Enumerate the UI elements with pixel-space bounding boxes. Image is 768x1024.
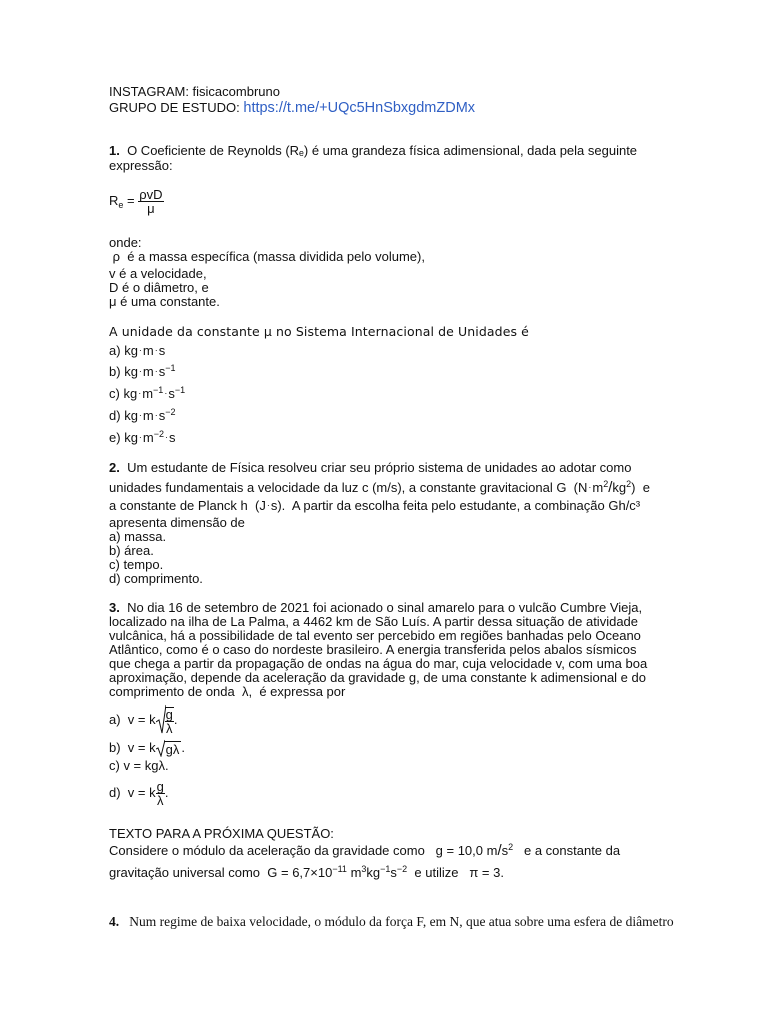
unit-symbol: kg [124, 408, 138, 423]
q3-line3: vulcânica, há a possibilidade de tal evento ser percebido em regiões banhadas pelo Oceano [109, 628, 641, 643]
unit-symbol: s [158, 408, 166, 423]
multiply-dot: · [138, 410, 142, 420]
q2-text-1: Um estudante de Física resolveu criar seu próprio sistema de unidades ao adotar como [127, 460, 632, 475]
q2-line2: unidades fundamentais a velocidade da luz c (m/s), a constante gravitacional G $(N\cdot m^2/kg^2)$ e [109, 479, 650, 496]
rho-definition: é a massa específica (massa dividida pelo volume), [127, 249, 425, 264]
q3-option-a [109, 706, 177, 735]
q2-text-2: unidades fundamentais a velocidade da luz c (m/s), a constante gravitacional G [109, 480, 567, 495]
q4-number: 4. [109, 914, 120, 929]
q3-opt-a-num: g [165, 706, 173, 722]
q3-number: 3. [109, 600, 120, 615]
mu-definition: é uma constante. [120, 294, 220, 309]
lambda-symbol: λ, [241, 684, 253, 699]
q3-option-d [109, 780, 168, 807]
texto-G-kg: kg [366, 865, 381, 880]
multiply-dot: · [138, 345, 142, 355]
formula-denominator: μ [138, 201, 163, 215]
formula-sub: e [118, 199, 124, 210]
q3-text-7b: é expressa por [259, 684, 346, 699]
q3-opt-b-pre: v = k [127, 740, 156, 755]
texto-g-unit-s: s [501, 843, 509, 858]
texto-G-m: m [350, 865, 362, 880]
unit-symbol: kg [123, 386, 138, 401]
q1-text-1: O Coeficiente de Reynolds (Rₑ) é uma grandeza física adimensional, dada pela seguinte [127, 143, 638, 158]
texto-G-exp: −11 [332, 864, 347, 874]
q3-line6: aproximação, depende da aceleração da gravidade g, de uma constante k adimensional e do [109, 670, 646, 685]
q1-number: 1. [109, 143, 120, 158]
texto-G-s-exp: −2 [396, 864, 408, 874]
texto-line1: Considere o módulo da aceleração da gravidade como g = 10,0 $m/s^2$ e a constante da [109, 842, 621, 859]
texto-G-s: s [390, 865, 397, 880]
q2-unit-s: s). [270, 498, 286, 513]
instagram-line: INSTAGRAM: fisicacombruno [109, 84, 280, 99]
q1-option [109, 406, 176, 425]
q2-option-c: c) tempo. [109, 557, 164, 572]
unit-symbol: s [168, 386, 175, 401]
q1-onde: onde: [109, 235, 142, 250]
rho-symbol: ρ [112, 249, 121, 264]
texto-G-kg-exp: −1 [380, 864, 391, 874]
q3-line2: localizado na ilha de La Palma, a 4462 km de São Luís. A partir dessa situação de atividade [109, 614, 639, 629]
q3-text-1: No dia 16 de setembro de 2021 foi acionado o sinal amarelo para o vulcão Cumbre Vieja, [127, 600, 643, 615]
texto-G-value: G = 6,7×10 [267, 865, 333, 880]
q2-option-d: d) comprimento. [109, 571, 203, 586]
multiply-dot: · [154, 345, 158, 355]
q1-option [109, 428, 176, 447]
multiply-dot: · [164, 388, 168, 398]
q2-unit-m-exp: 2 [603, 479, 609, 489]
q1-option-label: d) [109, 408, 121, 423]
mu-symbol: μ [109, 294, 117, 309]
q3-line5: que chega a partir da propagação de ondas na água do mar, cuja velocidade v, com uma boa [109, 656, 648, 671]
formula-equals: = [127, 192, 135, 208]
unit-symbol: m [142, 364, 154, 379]
q2-line1 [109, 460, 631, 475]
texto-g-value: g = 10,0 m [435, 843, 498, 858]
study-group-label: GRUPO DE ESTUDO: [109, 100, 240, 115]
multiply-dot: · [154, 410, 158, 420]
q3-opt-b-label: b) [109, 740, 121, 755]
q3-opt-d-pre: v = k [127, 785, 156, 800]
q2-number: 2. [109, 460, 120, 475]
q3-opt-d-den: λ [156, 793, 164, 809]
unit-symbol: kg [124, 430, 138, 445]
texto-text-2b: e utilize [414, 865, 459, 880]
q3-line4: Atlântico, como é o caso do nordeste brasileiro. A energia transferida pelos abalos sísmicos [109, 642, 637, 657]
q2-option-b: b) área. [109, 543, 154, 558]
unit-exponent: −1 [174, 385, 186, 395]
q2-line4: apresenta dimensão de [109, 515, 245, 530]
unit-symbol: s [158, 343, 166, 358]
q1-question: A unidade da constante μ no Sistema Internacional de Unidades é [109, 324, 529, 339]
q3-opt-b-post: . [181, 740, 185, 755]
texto-pi-value: π = 3. [469, 865, 504, 880]
unit-symbol: m [142, 343, 154, 358]
q1-option [109, 384, 185, 403]
q3-opt-b-rad: gλ [165, 741, 180, 757]
study-group-line [109, 100, 475, 116]
unit-exponent: −2 [165, 407, 176, 417]
q3-opt-d-num: g [156, 779, 164, 795]
multiply-dot: · [138, 432, 142, 442]
multiply-dot: · [138, 366, 142, 376]
texto-line2 [109, 864, 504, 882]
q1-option-label: a) [109, 343, 121, 358]
formula-lhs: R [109, 192, 119, 208]
q2-unit-close: ) [631, 480, 636, 495]
texto-text-1a: Considere o módulo da aceleração da gravidade como [109, 843, 425, 858]
q1-def-v: v é a velocidade, [109, 266, 207, 281]
texto-text-2a: gravitação universal como [109, 865, 261, 880]
q3-opt-a-pre: v = k [127, 712, 156, 727]
unit-symbol: m [142, 430, 154, 445]
multiply-dot: · [138, 388, 142, 398]
q4-line1 [109, 914, 674, 929]
q3-line7 [109, 684, 345, 699]
multiply-dot: · [154, 366, 158, 376]
unit-symbol: m [142, 386, 154, 401]
texto-g-unit-exp: 2 [508, 842, 514, 852]
q3-option-c: c) v = kgλ. [109, 758, 169, 773]
texto-heading: TEXTO PARA A PRÓXIMA QUESTÃO: [109, 826, 334, 841]
texto-text-1b: e a constante da [523, 843, 621, 858]
q1-option [109, 362, 176, 381]
q1-def-rho [109, 249, 425, 264]
q2-text-e: e [642, 480, 650, 495]
unit-exponent: −1 [165, 363, 176, 373]
q3-opt-a-den: λ [165, 720, 173, 736]
q2-unit-m: m [592, 480, 604, 495]
formula-numerator: ρvD [139, 187, 163, 202]
q2-unit-n: (N [573, 480, 588, 495]
q3-opt-d-fraction [156, 780, 165, 807]
q1-def-d: D é o diâmetro, e [109, 280, 209, 295]
q2-line3: a constante de Planck h (J·s). A partir da escolha feita pelo estudante, a combinação Gh/c³ [109, 498, 641, 513]
q1-option-label: e) [109, 430, 121, 445]
multiply-dot: · [165, 432, 169, 442]
texto-G-m-exp: 3 [361, 864, 367, 874]
q2-unit-kg: kg [612, 480, 627, 495]
q3-opt-a-post: . [173, 712, 178, 727]
q3-text-7a: comprimento de onda [109, 684, 235, 699]
unit-exponent: −2 [153, 429, 165, 439]
q3-opt-d-post: . [164, 785, 169, 800]
formula-fraction [138, 188, 163, 215]
q3-option-b [109, 740, 185, 757]
q1-line1 [109, 143, 637, 158]
q3-opt-a-label: a) [109, 712, 121, 727]
q1-option-label: c) [109, 386, 120, 401]
study-group-link[interactable]: https://t.me/+UQc5HnSbxgdmZDMx [243, 100, 476, 116]
unit-symbol: kg [124, 364, 138, 379]
q3-line1 [109, 600, 642, 615]
q1-def-mu [109, 294, 220, 309]
q2-unit-j: (J [255, 498, 266, 513]
sqrt-sign-b [156, 741, 182, 757]
q2-option-a: a) massa. [109, 529, 167, 544]
reynolds-formula [109, 188, 164, 215]
q2-unit-kg-exp: 2 [626, 479, 632, 489]
q3-opt-d-label: d) [109, 785, 121, 800]
q2-text-3a: a constante de Planck h [109, 498, 248, 513]
unit-symbol: s [158, 364, 166, 379]
q1-option-label: b) [109, 364, 121, 379]
sqrt-sign [156, 706, 174, 735]
unit-exponent: −1 [153, 385, 164, 395]
q1-option [109, 341, 165, 360]
unit-symbol: kg [124, 343, 138, 358]
unit-symbol: m [142, 408, 154, 423]
q1-line2: expressão: [109, 158, 173, 173]
q2-text-3b: A partir da escolha feita pelo estudante, a combinação Gh/c³ [291, 498, 641, 513]
q4-text-1: Num regime de baixa velocidade, o módulo da força F, em N, que atua sobre uma esfera de diâmetro [129, 914, 674, 929]
unit-symbol: s [169, 430, 176, 445]
